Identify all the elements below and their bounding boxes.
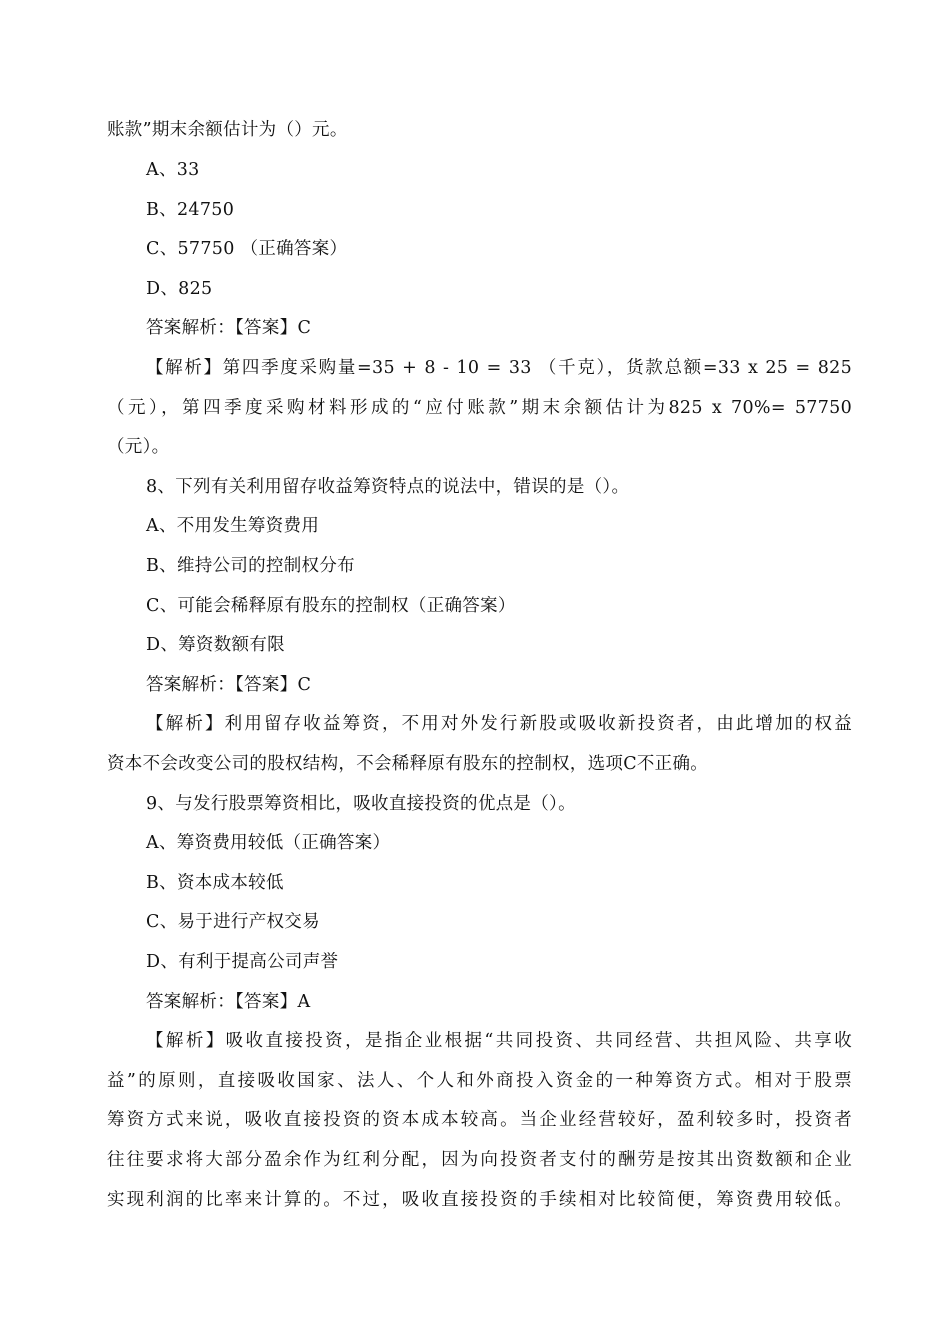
q8-option-d: D、筹资数额有限 [146, 635, 285, 655]
q9-explanation-line-4: 往往要求将大部分盈余作为红利分配，因为向投资者支付的酬劳是按其出资数额和企业 [107, 1150, 852, 1170]
question-9-stem: 9、与发行股票筹资相比，吸收直接投资的优点是（）。 [146, 794, 576, 814]
q8-answer: 答案解析：【答案】C [146, 675, 312, 695]
q7-option-b: B、24750 [146, 200, 235, 220]
q9-option-d: D、有利于提高公司声誉 [146, 952, 339, 972]
q8-option-a: A、不用发生筹资费用 [146, 516, 320, 536]
q9-option-c: C、易于进行产权交易 [146, 912, 320, 932]
q8-option-c: C、可能会稀释原有股东的控制权（正确答案） [146, 596, 516, 616]
q9-explanation-line-1: 【解析】吸收直接投资，是指企业根据“共同投资、共同经营、共担风险、共享收 [146, 1031, 852, 1051]
question-8-stem: 8、下列有关利用留存收益筹资特点的说法中，错误的是（）。 [146, 477, 630, 497]
q7-option-c: C、57750 （正确答案） [146, 239, 348, 259]
q7-explanation-line-3: （元）。 [107, 437, 170, 457]
q9-answer: 答案解析：【答案】A [146, 992, 311, 1012]
q7-option-d: D、825 [146, 279, 213, 299]
q7-explanation-line-2: （元），第四季度采购材料形成的“应付账款”期末余额估计为825 x 70%= 57750 [107, 398, 852, 418]
q8-option-b: B、维持公司的控制权分布 [146, 556, 355, 576]
question-7-stem-tail: 账款”期末余额估计为（）元。 [107, 120, 348, 140]
q9-explanation-line-3: 筹资方式来说，吸收直接投资的资本成本较高。当企业经营较好，盈利较多时，投资者 [107, 1110, 852, 1130]
q7-explanation-line-1: 【解析】第四季度采购量=35 + 8 - 10 = 33 （千克），货款总额=33 x 25 = 825 [146, 358, 852, 378]
q9-explanation-line-2: 益”的原则，直接吸收国家、法人、个人和外商投入资金的一种筹资方式。相对于股票 [107, 1071, 852, 1091]
q9-option-a: A、筹资费用较低（正确答案） [146, 833, 391, 853]
q9-explanation-line-5: 实现利润的比率来计算的。不过，吸收直接投资的手续相对比较简便，筹资费用较低。 [107, 1190, 852, 1210]
q7-answer: 答案解析：【答案】C [146, 318, 312, 338]
q7-option-a: A、33 [146, 160, 200, 180]
q8-explanation-line-2: 资本不会改变公司的股权结构，不会稀释原有股东的控制权，选项C不正确。 [107, 754, 709, 774]
q8-explanation-line-1: 【解析】利用留存收益筹资，不用对外发行新股或吸收新投资者，由此增加的权益 [146, 714, 852, 734]
q9-option-b: B、资本成本较低 [146, 873, 284, 893]
